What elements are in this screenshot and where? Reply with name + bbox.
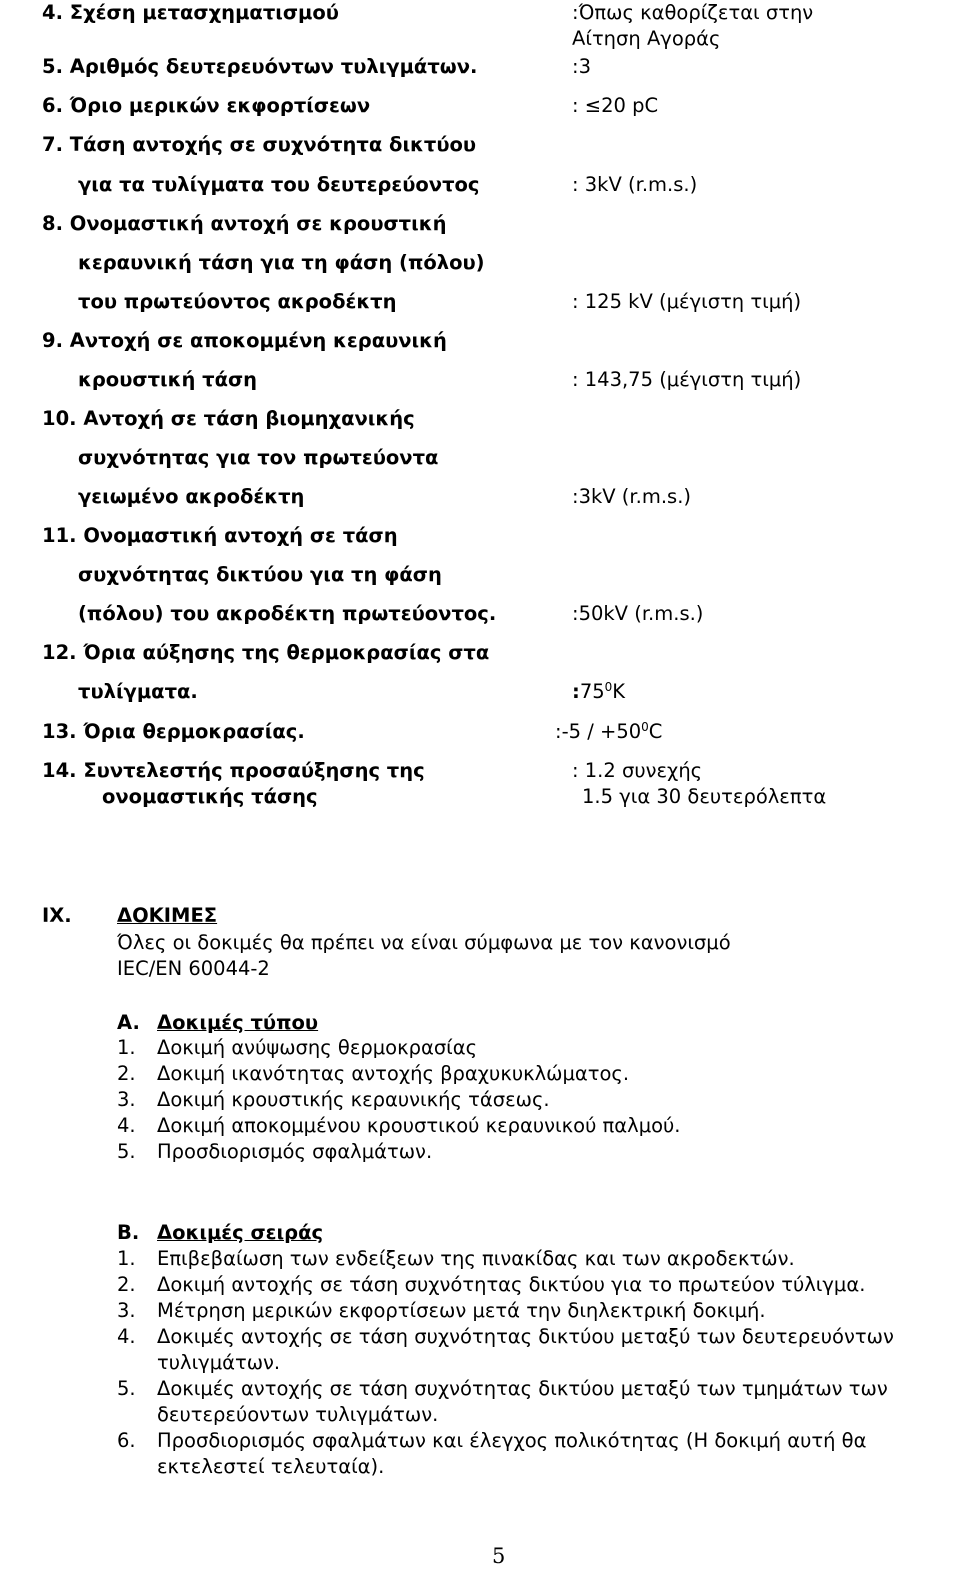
routine-tests-letter: B.	[117, 1221, 140, 1244]
spec-9-label-cont: κρουστική τάση	[78, 368, 258, 391]
type-tests-letter: A.	[117, 1011, 140, 1034]
type-test-3-num: 3.	[117, 1088, 136, 1111]
spec-12-value-unit: K	[612, 680, 626, 703]
routine-test-2-text: Δοκιμή αντοχής σε τάση συχνότητας δικτύου για το πρωτεύον τύλιγμα.	[157, 1273, 866, 1296]
routine-test-3-text: Μέτρηση μερικών εκφορτίσεων μετά την διηλεκτρική δοκιμή.	[157, 1299, 766, 1322]
spec-14-value: : 1.2 συνεχής	[572, 759, 703, 782]
spec-14-value-cont: 1.5 για 30 δευτερόλεπτα	[582, 785, 827, 808]
spec-14-label-cont: ονομαστικής τάσης	[102, 785, 318, 808]
spec-7-label: 7. Τάση αντοχής σε συχνότητα δικτύου	[42, 133, 477, 156]
type-tests-heading: Δοκιμές τύπου	[157, 1011, 319, 1034]
routine-test-5-num: 5.	[117, 1377, 136, 1400]
section-intro-standard: IEC/EN 60044-2	[117, 957, 270, 980]
routine-test-5-text: Δοκιμές αντοχής σε τάση συχνότητας δικτύου μεταξύ των τμημάτων των	[157, 1377, 888, 1400]
spec-4-value: :Όπως καθορίζεται στην	[572, 1, 814, 24]
spec-12-label-cont: τυλίγματα.	[78, 680, 198, 703]
spec-11-label-cont-2: (πόλου) του ακροδέκτη πρωτεύοντος.	[78, 602, 497, 625]
spec-6-value: : ≤20 pC	[572, 94, 659, 117]
routine-test-4-text: Δοκιμές αντοχής σε τάση συχνότητας δικτύου μεταξύ των δευτερευόντων	[157, 1325, 894, 1348]
routine-test-6-text: Προσδιορισμός σφαλμάτων και έλεγχος πολικότητας (Η δοκιμή αυτή θα	[157, 1429, 867, 1452]
spec-13-value-sup: 0	[641, 720, 649, 734]
routine-test-1-text: Επιβεβαίωση των ενδείξεων της πινακίδας και των ακροδεκτών.	[157, 1247, 795, 1270]
routine-test-5-text-cont: δευτερεύοντων τυλιγμάτων.	[157, 1403, 439, 1426]
spec-8-label: 8. Ονομαστική αντοχή σε κρουστική	[42, 212, 447, 235]
spec-12-value-colon: :	[572, 680, 580, 703]
spec-5-label: 5. Αριθμός δευτερευόντων τυλιγμάτων.	[42, 55, 478, 78]
routine-test-4-text-cont: τυλιγμάτων.	[157, 1351, 281, 1374]
spec-4-value-cont: Αίτηση Αγοράς	[572, 27, 721, 50]
spec-5-value: :3	[572, 55, 591, 78]
type-test-3-text: Δοκιμή κρουστικής κεραυνικής τάσεως.	[157, 1088, 550, 1111]
spec-6-label: 6. Όριο μερικών εκφορτίσεων	[42, 94, 371, 117]
type-test-2-text: Δοκιμή ικανότητας αντοχής βραχυκυκλώματος.	[157, 1062, 630, 1085]
spec-13-value-unit: C	[648, 720, 663, 743]
spec-9-value: : 143,75 (μέγιστη τιμή)	[572, 368, 802, 391]
section-title: ΔΟΚΙΜΕΣ	[117, 904, 218, 927]
section-intro: Όλες οι δοκιμές θα πρέπει να είναι σύμφωνα με τον κανονισμό	[117, 931, 731, 954]
spec-10-label: 10. Αντοχή σε τάση βιομηχανικής	[42, 407, 415, 430]
spec-13-value	[555, 719, 662, 745]
spec-4-label: 4. Σχέση μετασχηματισμού	[42, 1, 339, 24]
spec-11-label: 11. Ονομαστική αντοχή σε τάση	[42, 524, 398, 547]
type-test-5-text: Προσδιορισμός σφαλμάτων.	[157, 1140, 433, 1163]
routine-test-6-num: 6.	[117, 1429, 136, 1452]
spec-7-label-cont: για τα τυλίγματα του δευτερεύοντος	[78, 173, 480, 196]
spec-11-label-cont: συχνότητας δικτύου για τη φάση	[78, 563, 442, 586]
spec-11-value: :50kV (r.m.s.)	[572, 602, 704, 625]
type-test-1-text: Δοκιμή ανύψωσης θερμοκρασίας	[157, 1036, 478, 1059]
spec-10-value: :3kV (r.m.s.)	[572, 485, 691, 508]
spec-8-value: : 125 kV (μέγιστη τιμή)	[572, 290, 802, 313]
spec-13-label: 13. Όρια θερμοκρασίας.	[42, 720, 305, 743]
routine-test-6-text-cont: εκτελεστεί τελευταία).	[157, 1455, 385, 1478]
spec-8-label-cont-2: του πρωτεύοντος ακροδέκτη	[78, 290, 397, 313]
spec-13-value-number: :-5 / +50	[555, 720, 642, 743]
spec-12-value-sup: 0	[604, 680, 613, 694]
routine-test-3-num: 3.	[117, 1299, 136, 1322]
spec-12-value-number: 75	[579, 680, 605, 703]
spec-10-label-cont: συχνότητας για τον πρωτεύοντα	[78, 446, 439, 469]
section-number: ΙΧ.	[42, 904, 72, 927]
type-test-4-num: 4.	[117, 1114, 136, 1137]
spec-8-label-cont: κεραυνική τάση για τη φάση (πόλου)	[78, 251, 485, 274]
spec-10-label-cont-2: γειωμένο ακροδέκτη	[78, 485, 305, 508]
type-test-4-text: Δοκιμή αποκομμένου κρουστικού κεραυνικού παλμού.	[157, 1114, 681, 1137]
routine-test-4-num: 4.	[117, 1325, 136, 1348]
routine-tests-heading: Δοκιμές σειράς	[157, 1221, 324, 1244]
page-number: 5	[492, 1544, 506, 1568]
spec-14-number-label	[42, 758, 425, 784]
type-test-5-num: 5.	[117, 1140, 136, 1163]
routine-test-1-num: 1.	[117, 1247, 136, 1270]
spec-9-label: 9. Αντοχή σε αποκομμένη κεραυνική	[42, 329, 447, 352]
spec-7-value: : 3kV (r.m.s.)	[572, 173, 698, 196]
type-test-2-num: 2.	[117, 1062, 136, 1085]
spec-12-label: 12. Όρια αύξησης της θερμοκρασίας στα	[42, 641, 490, 664]
routine-test-2-num: 2.	[117, 1273, 136, 1296]
type-test-1-num: 1.	[117, 1036, 136, 1059]
spec-12-value	[572, 679, 625, 705]
spec-14-label: 14. Συντελεστής προσαύξησης της	[42, 759, 425, 782]
